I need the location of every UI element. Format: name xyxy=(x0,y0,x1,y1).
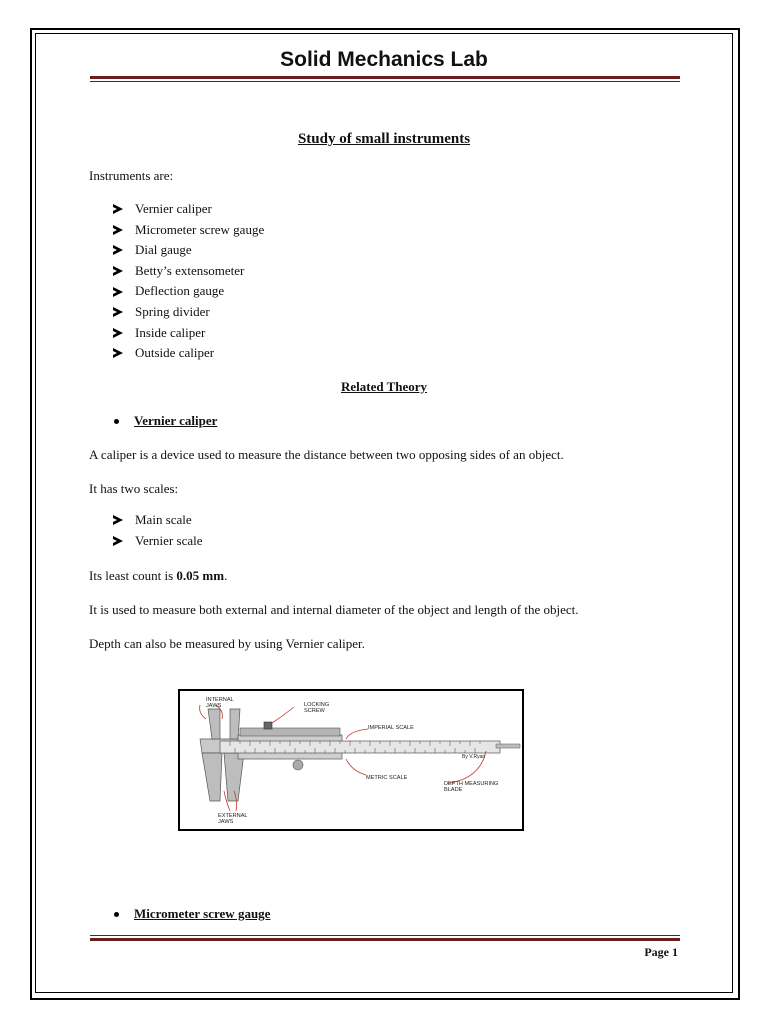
instrument-list xyxy=(113,199,264,364)
vernier-definition: A caliper is a device used to measure the distance between two opposing sides of an object. xyxy=(89,447,564,462)
credit-label: By V.Ryan xyxy=(462,754,486,760)
arrow-bullet-icon xyxy=(113,204,123,214)
arrow-bullet-icon xyxy=(113,266,123,276)
intro-text: Instruments are: xyxy=(89,168,174,183)
list-item: Outside caliper xyxy=(113,343,264,364)
list-item: Spring divider xyxy=(113,302,264,323)
list-item: Vernier caliper xyxy=(113,199,264,220)
list-item: Vernier scale xyxy=(113,531,203,552)
micrometer-heading: Micrometer screw gauge xyxy=(114,906,270,922)
arrow-bullet-icon xyxy=(113,287,123,297)
header-rule xyxy=(90,76,680,82)
metric-scale-label: METRIC SCALE xyxy=(366,775,408,781)
least-count-text: Its least count is 0.05 mm. xyxy=(89,568,228,583)
scales-intro: It has two scales: xyxy=(89,481,179,496)
list-item: Inside caliper xyxy=(113,323,264,344)
external-jaws-label: EXTERNAL JAWS xyxy=(218,813,248,825)
vernier-caliper-figure xyxy=(178,689,524,831)
arrow-bullet-icon xyxy=(113,515,123,525)
list-item: Deflection gauge xyxy=(113,281,264,302)
section-title: Study of small instruments xyxy=(297,131,471,147)
arrow-bullet-icon xyxy=(113,348,123,358)
uses-text: It is used to measure both external and internal diameter of the object and length of the object. xyxy=(89,602,579,617)
bullet-icon xyxy=(114,912,119,917)
imperial-scale-label: IMPERIAL SCALE xyxy=(368,725,414,731)
footer-rule xyxy=(90,935,680,941)
least-count-value: 0.05 mm xyxy=(176,568,225,583)
list-item: Main scale xyxy=(113,510,203,531)
internal-jaws-label: INTERNAL JAWS xyxy=(206,697,234,709)
bullet-icon xyxy=(114,419,119,424)
arrow-bullet-icon xyxy=(113,536,123,546)
list-item: Dial gauge xyxy=(113,240,264,261)
vernier-heading: Vernier caliper xyxy=(114,413,217,429)
list-item: Betty’s extensometer xyxy=(113,261,264,282)
depth-blade-label: DEPTH MEASURING BLADE xyxy=(444,781,499,793)
header-title: Solid Mechanics Lab xyxy=(280,48,488,71)
arrow-bullet-icon xyxy=(113,245,123,255)
depth-text: Depth can also be measured by using Vernier caliper. xyxy=(89,636,365,651)
theory-title: Related Theory xyxy=(340,379,428,394)
arrow-bullet-icon xyxy=(113,225,123,235)
arrow-bullet-icon xyxy=(113,328,123,338)
vernier-caliper-illustration xyxy=(180,691,522,829)
locking-screw-label: LOCKING SCREW xyxy=(304,702,330,714)
list-item: Micrometer screw gauge xyxy=(113,220,264,241)
scale-list xyxy=(113,510,203,551)
arrow-bullet-icon xyxy=(113,307,123,317)
page-number: Page 1 xyxy=(644,945,678,959)
